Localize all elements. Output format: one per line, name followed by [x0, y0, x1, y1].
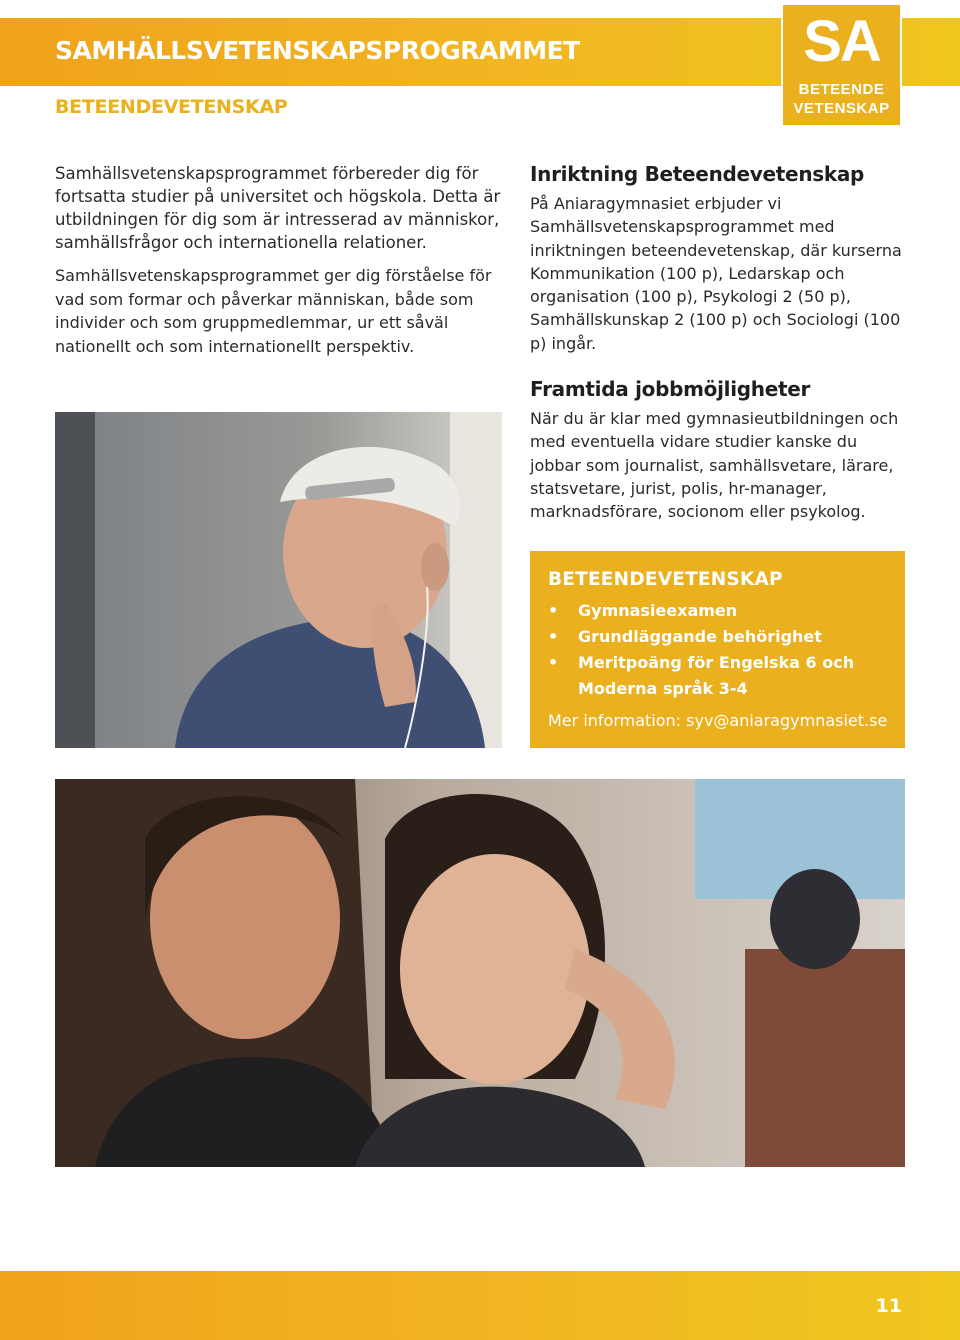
future-text: När du är klar med gymnasieutbildningen och med eventuella vidare studier kanske du jobbar som journalist, samhällsvetare, lärare, statsvetare, jurist, polis, hr-manager, marknadsförare, socionom eller psykolog.	[530, 409, 899, 522]
page-subtitle: BETEENDEVETENSKAP	[55, 96, 288, 118]
orientation-text: På Aniaragymnasiet erbjuder vi Samhällsvetenskapsprogrammet med inriktningen beteendevetenskap, där kurserna Kommunikation (100 p), Ledarskap och organisation (100 p), Psykologi 2 (50 p), Samhällskunskap 2 (100 p) och Sociologi (100 p) ingår.	[530, 194, 902, 353]
intro-body: Samhällsvetenskapsprogrammet ger dig förståelse för vad som formar och påverkar människan, både som individer och som gruppmedlemmar, ur ett såväl nationellt och som internationellt perspektiv.	[55, 266, 492, 356]
list-item-label: Grundläggande behörighet	[578, 627, 822, 646]
page-number: 11	[875, 1295, 902, 1317]
student-photo-boy	[55, 412, 502, 748]
bullet-icon: •	[548, 653, 559, 672]
logo-line-1: BETEENDE	[798, 81, 885, 98]
orientation-heading: Inriktning Beteendevetenskap	[530, 162, 865, 186]
list-item-label: Gymnasieexamen	[578, 601, 738, 620]
logo-line-2: VETENSKAP	[793, 100, 890, 117]
page-title: SAMHÄLLSVETENSKAPSPROGRAMMET	[55, 36, 580, 65]
requirements-list	[548, 598, 905, 702]
program-logo	[781, 3, 902, 127]
info-box-heading: BETEENDEVETENSKAP	[548, 569, 783, 590]
info-box	[530, 551, 905, 748]
list-item	[548, 598, 905, 624]
list-item	[548, 650, 905, 702]
footer-band	[0, 1271, 960, 1340]
student-photo-girls	[55, 779, 905, 1167]
bullet-icon: •	[548, 627, 559, 646]
list-item	[548, 624, 905, 650]
intro-column	[55, 162, 510, 358]
future-heading: Framtida jobbmöjligheter	[530, 377, 811, 402]
list-item-label: Meritpoäng för Engelska 6 och Moderna språk 3-4	[578, 653, 855, 698]
logo-letters: SA	[803, 9, 880, 74]
intro-lead: Samhällsvetenskapsprogrammet förbereder dig för fortsatta studier på universitet och högskola. Detta är utbildningen för dig som är intresserad av människor, samhällsfrågor och internationella relationer.	[55, 164, 501, 252]
bullet-icon: •	[548, 601, 559, 620]
more-info-contact[interactable]: Mer information: syv@aniaragymnasiet.se	[548, 711, 888, 730]
details-column	[530, 160, 910, 524]
